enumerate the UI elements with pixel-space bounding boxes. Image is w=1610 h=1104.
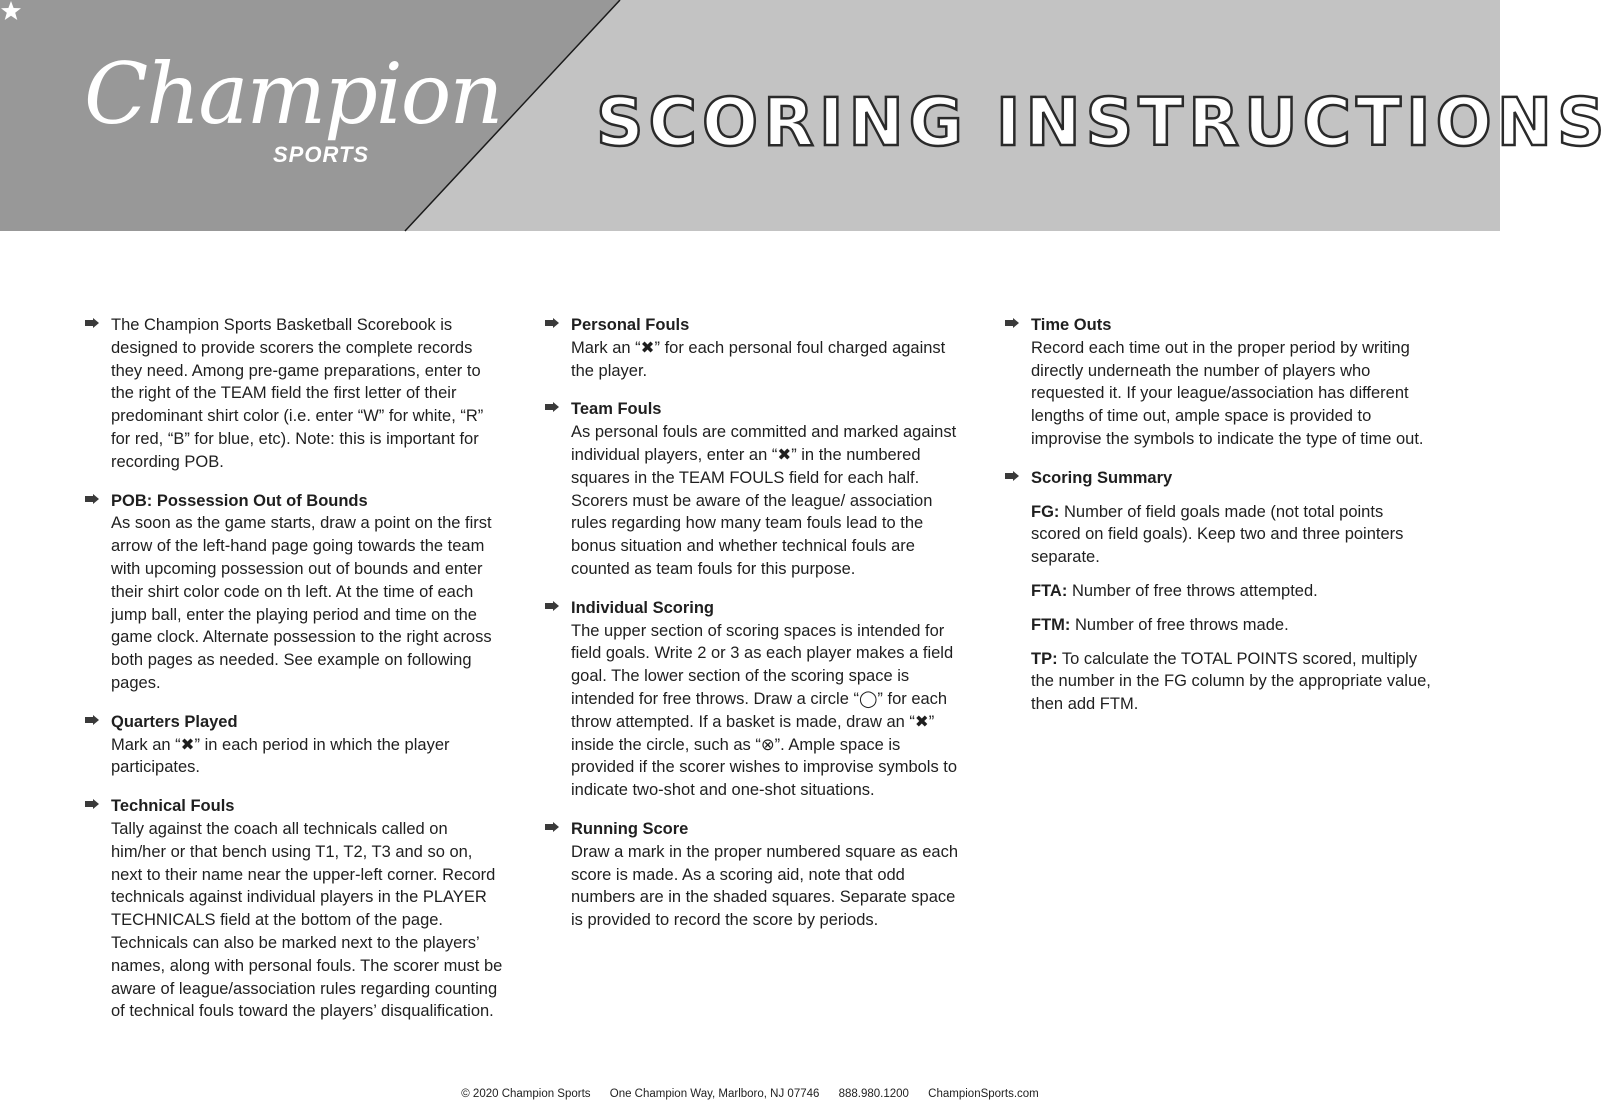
arrow-bullet-icon (85, 715, 99, 725)
page-title: SCORING INSTRUCTIONS (596, 84, 1610, 161)
summary-term: TP: (1031, 649, 1058, 668)
column-1 (85, 314, 505, 1023)
scoring-summary-item (1005, 467, 1435, 490)
quarters-item (85, 711, 505, 779)
arrow-bullet-icon (85, 799, 99, 809)
arrow-bullet-icon (545, 601, 559, 611)
arrow-bullet-icon (85, 318, 99, 328)
footer-website[interactable]: ChampionSports.com (928, 1088, 1039, 1100)
summary-term: FG: (1031, 502, 1060, 521)
intro-item (85, 314, 505, 474)
column-3 (1005, 314, 1435, 716)
footer (0, 1088, 1500, 1100)
summary-text: Number of field goals made (not total points scored on field goals). Keep two and three pointers separate. (1031, 502, 1404, 567)
time-outs-item (1005, 314, 1435, 451)
pob-text: As soon as the game starts, draw a point on the first arrow of the left-hand page going towards the team with upcoming possession out of bounds and enter their shirt color code on th left. At the time of each jump ball, enter the playing period and time on the game clock. Alternate possession to the right across both pages as needed. See example on following pages. (111, 514, 492, 692)
technical-fouls-item (85, 795, 505, 1023)
arrow-bullet-icon (85, 494, 99, 504)
quarters-text: Mark an “✖” in each period in which the player participates. (111, 735, 450, 777)
arrow-bullet-icon (545, 822, 559, 832)
summary-term: FTM: (1031, 615, 1071, 634)
summary-ftm (1005, 614, 1435, 637)
star-icon (0, 0, 22, 22)
column-2 (545, 314, 965, 932)
technical-fouls-heading: Technical Fouls (111, 797, 235, 816)
summary-fg (1005, 501, 1435, 569)
quarters-heading: Quarters Played (111, 712, 238, 731)
arrow-bullet-icon (1005, 318, 1019, 328)
time-outs-text: Record each time out in the proper period by writing directly underneath the number of players who requested it. If your league/association has different lengths of time out, ample space is provided to improvise the symbols to indicate the type of time out. (1031, 338, 1424, 448)
pob-heading: POB: Possession Out of Bounds (111, 491, 368, 510)
personal-fouls-text: Mark an “✖” for each personal foul charged against the player. (571, 338, 946, 380)
summary-fta (1005, 580, 1435, 603)
individual-scoring-text: The upper section of scoring spaces is intended for field goals. Write 2 or 3 as each player makes a field goal. The lower section of the scoring space is intended for free throws. Draw a circle “◯” for each throw attempted. If a basket is made, draw an “✖” inside the circle, such as “⊗”. Ample space is provided if the scorer wishes to improvise symbols to indicate two-shot and one-shot situations. (571, 621, 958, 800)
individual-scoring-item (545, 597, 965, 802)
time-outs-heading: Time Outs (1031, 316, 1112, 334)
personal-fouls-item (545, 314, 965, 382)
personal-fouls-heading: Personal Fouls (571, 316, 690, 334)
running-score-item (545, 818, 965, 932)
brand-logo-sub: SPORTS (273, 142, 370, 167)
footer-address: One Champion Way, Marlboro, NJ 07746 (609, 1088, 820, 1100)
summary-text: To calculate the TOTAL POINTS scored, multiply the number in the FG column by the appropriate value, then add FTM. (1031, 649, 1431, 714)
arrow-bullet-icon (545, 318, 559, 328)
summary-text: Number of free throws attempted. (1071, 581, 1318, 600)
individual-scoring-heading: Individual Scoring (571, 598, 715, 617)
team-fouls-text: As personal fouls are committed and marked against individual players, enter an “✖” in the numbered squares in the TEAM FOULS field for each half. Scorers must be aware of the league/ association rules regarding how many team fouls lead to the bonus situation and whether technical fouls are counted as team fouls for this purpose. (571, 423, 957, 578)
scoring-summary-heading: Scoring Summary (1031, 468, 1173, 487)
team-fouls-item (545, 398, 965, 580)
running-score-text: Draw a mark in the proper numbered square as each score is made. As a scoring aid, note that odd numbers are in the shaded squares. Separate space is provided to record the score by periods. (571, 842, 959, 930)
technical-fouls-text: Tally against the coach all technicals called on him/her or that bench using T1, T2, T3 and so on, next to their name near the upper-left corner. Record technicals against individual players in the PLAYER TECHNICALS field at the bottom of the page. Technicals can also be marked next to the players’ names, along with personal fouls. The scorer must be aware of league/association rules regarding counting of technical fouls toward the players’ disqualification. (111, 819, 503, 1021)
arrow-bullet-icon (1005, 471, 1019, 481)
pob-item (85, 490, 505, 695)
footer-copyright: © 2020 Champion Sports (461, 1088, 591, 1100)
arrow-bullet-icon (545, 402, 559, 412)
intro-text: The Champion Sports Basketball Scorebook is designed to provide scorers the complete records they need. Among pre-game preparations, enter to the right of the TEAM field the first letter of their predominant shirt color (i.e. enter “W” for white, “R” for red, “B” for blue, etc). Note: this is important for recording POB. (111, 316, 484, 471)
summary-text: Number of free throws made. (1075, 615, 1289, 634)
team-fouls-heading: Team Fouls (571, 400, 662, 419)
footer-phone: 888.980.1200 (838, 1088, 909, 1100)
brand-logo: Champion (84, 45, 502, 143)
summary-tp (1005, 648, 1435, 716)
header-banner (0, 0, 1610, 231)
running-score-heading: Running Score (571, 819, 689, 838)
summary-term: FTA: (1031, 581, 1068, 600)
